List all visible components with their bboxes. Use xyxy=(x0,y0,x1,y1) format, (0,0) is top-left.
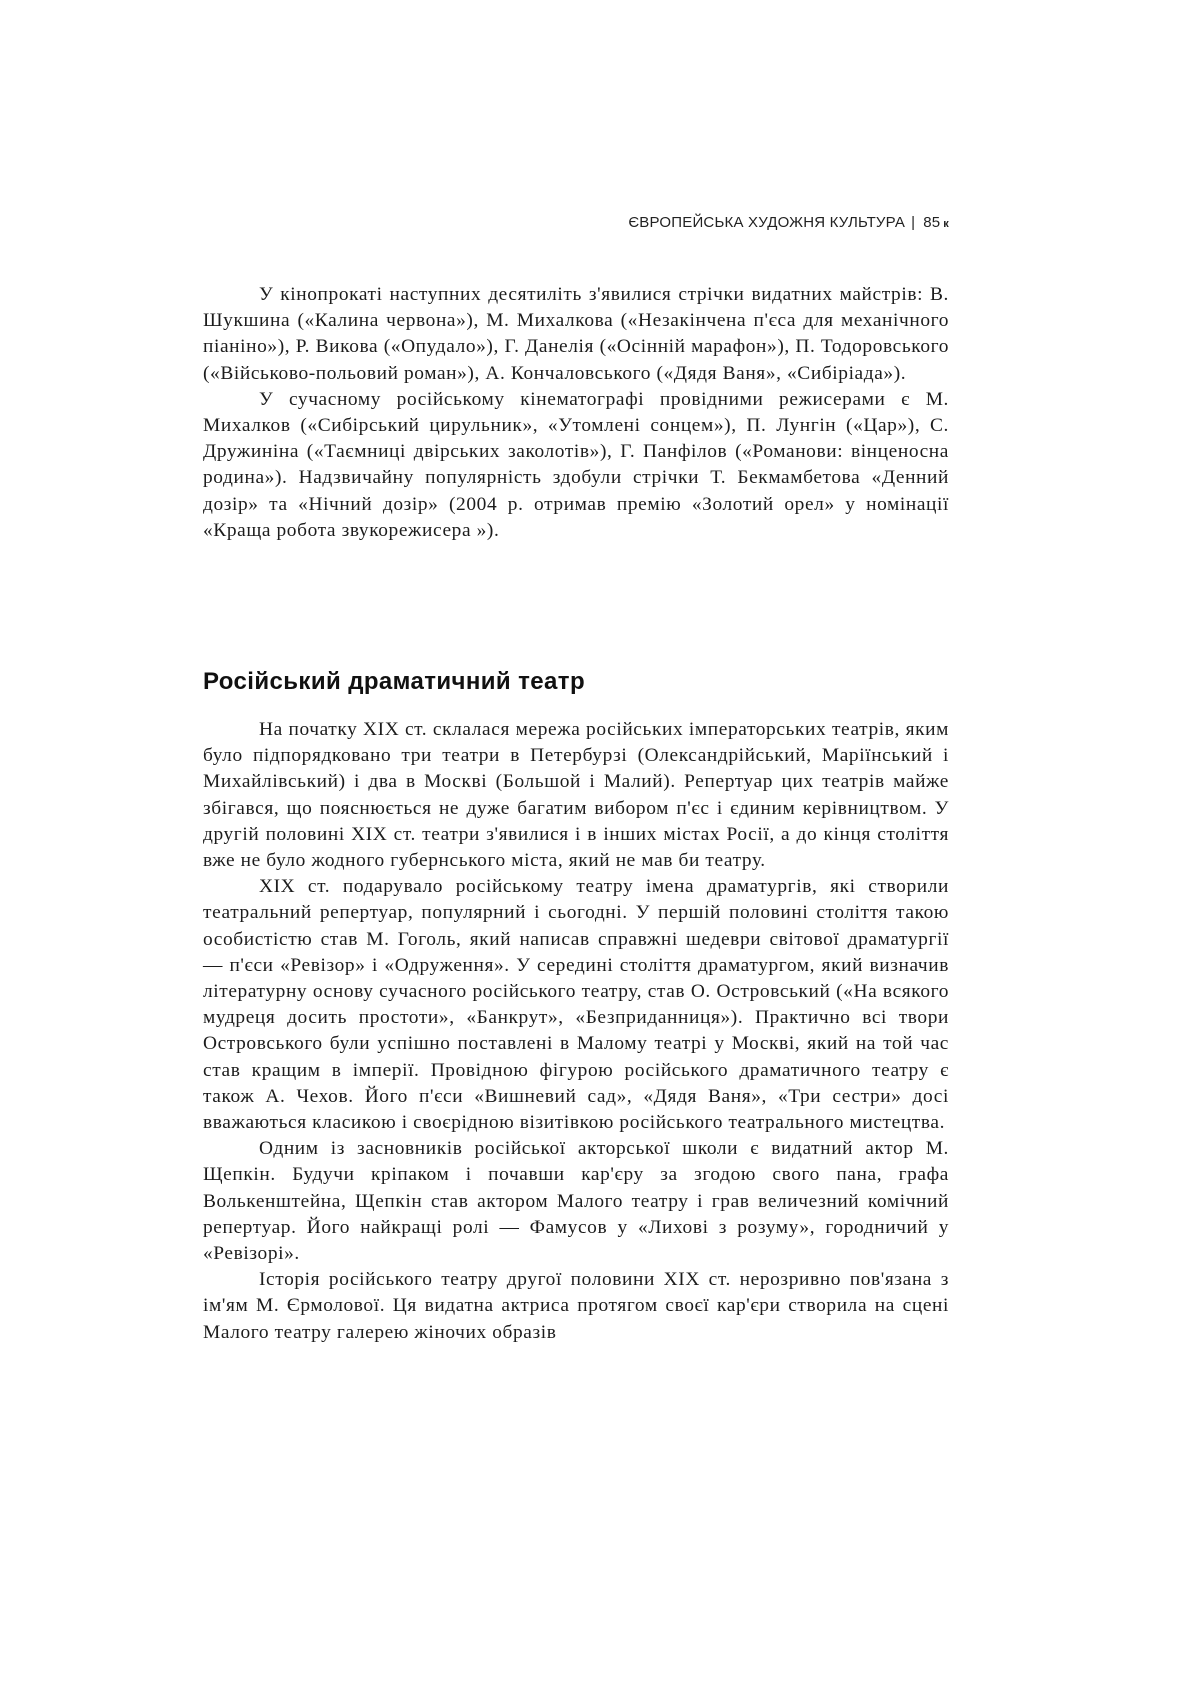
intro-text xyxy=(203,282,949,544)
paragraph: У сучасному російському кінематографі провідними режисерами є М. Михалков («Сибірський цирульник», «Утомлені сонцем»), П. Лунгін («Цар»), С. Дружиніна («Таємниці двірських заколотів»), Г. Панфілов («Романови: вінценосна родина»). Надзвичайну популярність здобули стрічки Т. Бекмамбетова «Денний дозір» та «Нічний дозір» (2004 р. отримав премію «Золотий орел» у номінації «Краща робота звукорежисера »). xyxy=(203,388,949,541)
section-body xyxy=(203,717,949,1346)
running-title: ЄВРОПЕЙСЬКА ХУДОЖНЯ КУЛЬТУРА xyxy=(628,214,906,231)
paragraph: Історія російського театру другої половини XIX ст. нерозривно пов'язана з ім'ям М. Єрмолової. Ця видатна актриса протягом своєї кар'єри створила на сцені Малого театру галерею жіночих образів xyxy=(203,1269,949,1343)
page-number-suffix: к xyxy=(943,218,949,230)
paragraph: У кінопрокаті наступних десятиліть з'явилися стрічки видатних майстрів: В. Шукшина («Калина червона»), М. Михалкова («Незакінчена п'єса для механічного піаніно»), Р. Викова («Опудало»), Г. Данелія («Осінній марафон»), П. Тодоровського («Військово-польовий роман»), А. Кончаловського («Дядя Ваня», «Сибіріада»). xyxy=(203,284,949,384)
page-number: 85 xyxy=(923,214,941,231)
section-heading: Російський драматичний театр xyxy=(203,668,586,695)
paragraph: XIX ст. подарувало російському театру імена драматургів, які створили театральний репертуар, популярний і сьогодні. У першій половині століття такою особистістю став М. Гоголь, який написав справжні шедеври світової драматургії — п'єси «Ревізор» і «Одруження». У середині століття драматургом, який визначив літературну основу сучасного російського театру, став О. Островський («На всякого мудреця досить простоти», «Банкрут», «Безприданниця»). Практично всі твори Островського були успішно поставлені в Малому театрі у Москві, який на той час став кращим в імперії. Провідною фігурою російського драматичного театру є також А. Чехов. Його п'єси «Вишневий сад», «Дядя Ваня», «Три сестри» досі вважаються класикою і своєрідною візитівкою російського театрального мистецтва. xyxy=(203,876,949,1134)
running-header xyxy=(200,214,949,231)
paragraph: На початку XIX ст. склалася мережа російських імператорських театрів, яким було підпорядковано три театри в Петербурзі (Олександрійський, Маріїнський і Михайлівський) і два в Москві (Большой і Малий). Репертуар цих театрів майже збігався, що пояснюється не дуже багатим вибором п'єс і єдиним керівництвом. У другій половині XIX ст. театри з'явилися і в інших містах Росії, а до кінця століття вже не було жодного губернського міста, який не мав би театру. xyxy=(203,719,949,872)
header-separator: | xyxy=(911,214,916,231)
paragraph: Одним із засновників російської акторської школи є видатний актор М. Щепкін. Будучи кріпаком і почавши кар'єру за згодою свого пана, графа Волькенштейна, Щепкін став актором Малого театру і грав величезний комічний репертуар. Його найкращі ролі — Фамусов у «Лихові з розуму», городничий у «Ревізорі». xyxy=(203,1138,949,1265)
